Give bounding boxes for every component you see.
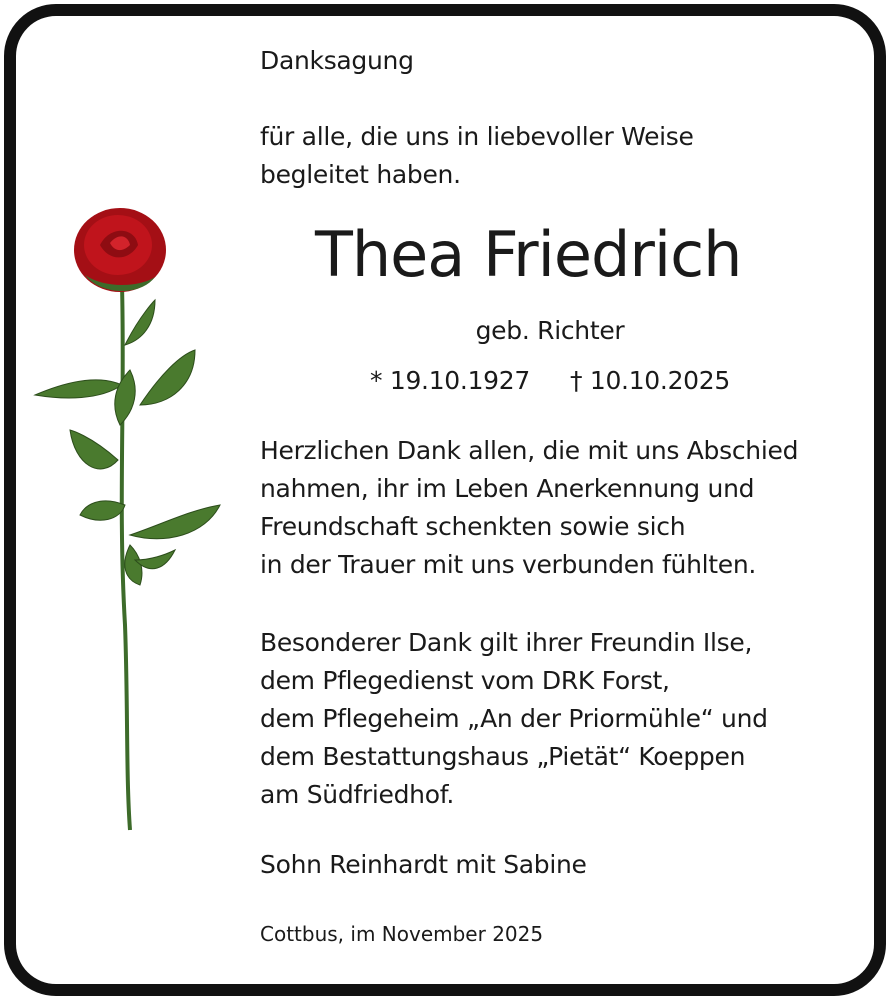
special-thanks-line: dem Pflegedienst vom DRK Forst,: [260, 666, 670, 695]
special-thanks-line: dem Pflegeheim „An der Priormühle“ und: [260, 704, 768, 733]
rose-bloom: [74, 208, 166, 292]
special-thanks-line: am Südfriedhof.: [260, 780, 455, 809]
place-date: Cottbus, im November 2025: [260, 922, 544, 946]
special-thanks-line: dem Bestattungshaus „Pietät“ Koeppen: [260, 742, 746, 771]
deceased-name: Thea Friedrich: [315, 218, 742, 291]
intro-line: begleitet haben.: [260, 160, 461, 189]
thanks-line: Freundschaft schenkten sowie sich: [260, 512, 686, 541]
birth-date: * 19.10.1927: [370, 366, 530, 395]
thanks-line: Herzlichen Dank allen, die mit uns Abschied: [260, 436, 799, 465]
death-date: † 10.10.2025: [570, 366, 730, 395]
signature: Sohn Reinhardt mit Sabine: [260, 850, 587, 879]
thanks-line: in der Trauer mit uns verbunden fühlten.: [260, 550, 757, 579]
thanks-line: nahmen, ihr im Leben Anerkennung und: [260, 474, 755, 503]
rose-illustration: [30, 205, 230, 835]
heading: Danksagung: [260, 46, 414, 75]
special-thanks-line: Besonderer Dank gilt ihrer Freundin Ilse,: [260, 628, 753, 657]
maiden-name: geb. Richter: [475, 316, 625, 345]
intro-line: für alle, die uns in liebevoller Weise: [260, 122, 694, 151]
